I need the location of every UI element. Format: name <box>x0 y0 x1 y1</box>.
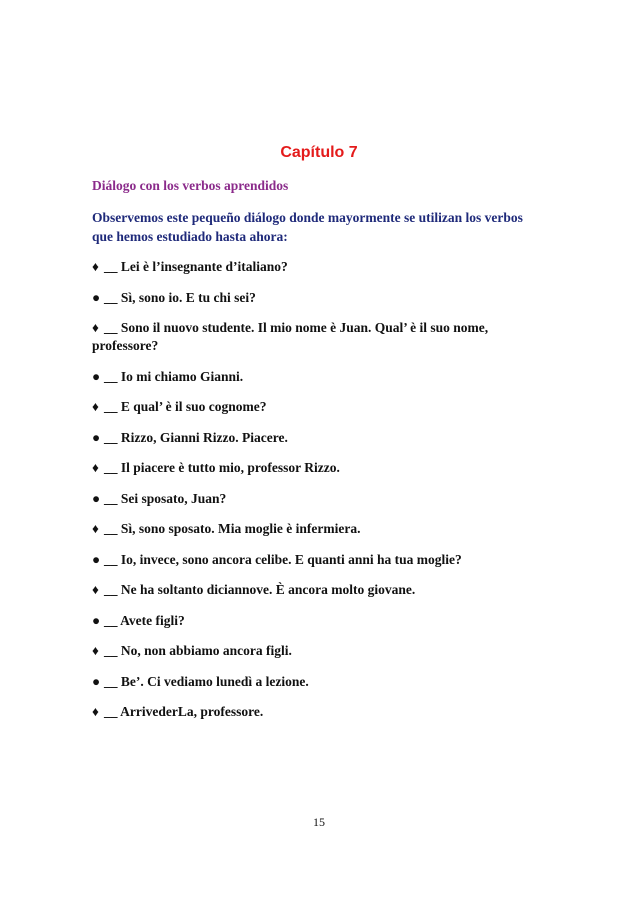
dialogue-line <box>92 319 542 355</box>
dialogue-text: __ ArrivederLa, professore. <box>104 704 264 719</box>
dialogue-line <box>92 612 542 630</box>
dialogue-line <box>92 368 542 386</box>
dialogue-text: __ Sei sposato, Juan? <box>104 490 227 506</box>
dialogue-text: __ Il piacere è tutto mio, professor Rizzo. <box>104 460 340 475</box>
circle-bullet-icon: ● <box>92 612 101 628</box>
dialogue-text: __ Lei è l’insegnante d’italiano? <box>104 259 288 274</box>
dialogue-line <box>92 429 542 447</box>
circle-bullet-icon: ● <box>92 490 101 506</box>
dialogue-text: __ Io, invece, sono ancora celibe. E quanti anni ha tua moglie? <box>104 551 462 567</box>
dialogue-text: __ Sì, sono io. E tu chi sei? <box>104 289 256 305</box>
circle-bullet-icon: ● <box>92 289 101 305</box>
dialogue-text: __ Be’. Ci vediamo lunedì a lezione. <box>104 673 309 689</box>
chapter-title: Capítulo 7 <box>280 144 358 161</box>
dialogue-line <box>92 490 542 508</box>
dialogue-line <box>92 703 542 721</box>
dialogue-line <box>92 459 542 477</box>
diamond-bullet-icon: ♦ <box>92 643 99 658</box>
diamond-bullet-icon: ♦ <box>92 704 99 719</box>
diamond-bullet-icon: ♦ <box>92 521 99 536</box>
diamond-bullet-icon: ♦ <box>92 399 99 414</box>
dialogue-text: __ Sì, sono sposato. Mia moglie è infermiera. <box>104 521 361 536</box>
diamond-bullet-icon: ♦ <box>92 259 99 274</box>
dialogue-text: __ Sono il nuovo studente. Il mio nome è Juan. Qual’ è il suo nome, professore? <box>92 320 489 353</box>
circle-bullet-icon: ● <box>92 368 101 384</box>
dialogue-text: __ Io mi chiamo Gianni. <box>104 368 244 384</box>
dialogue-line <box>92 258 542 276</box>
dialogue-line <box>92 673 542 691</box>
dialogue-text: __ No, non abbiamo ancora figli. <box>104 643 292 658</box>
circle-bullet-icon: ● <box>92 429 101 445</box>
dialogue-line <box>92 289 542 307</box>
section-subtitle: Diálogo con los verbos aprendidos <box>92 178 289 193</box>
dialogue-text: __ Ne ha soltanto diciannove. È ancora molto giovane. <box>104 582 416 597</box>
dialogue-line <box>92 398 542 416</box>
intro-paragraph: Observemos este pequeño diálogo donde mayormente se utilizan los verbos que hemos estudiado hasta ahora: <box>92 210 523 244</box>
dialogue-text: __ Rizzo, Gianni Rizzo. Piacere. <box>104 429 288 445</box>
dialogue-list <box>92 258 542 734</box>
page-number: 15 <box>313 815 325 829</box>
dialogue-text: __ Avete figli? <box>104 612 185 628</box>
dialogue-line <box>92 520 542 538</box>
diamond-bullet-icon: ♦ <box>92 582 99 597</box>
diamond-bullet-icon: ♦ <box>92 460 99 475</box>
dialogue-line <box>92 581 542 599</box>
circle-bullet-icon: ● <box>92 673 101 689</box>
dialogue-text: __ E qual’ è il suo cognome? <box>104 399 267 414</box>
dialogue-line <box>92 551 542 569</box>
diamond-bullet-icon: ♦ <box>92 320 99 335</box>
circle-bullet-icon: ● <box>92 551 101 567</box>
dialogue-line <box>92 642 542 660</box>
